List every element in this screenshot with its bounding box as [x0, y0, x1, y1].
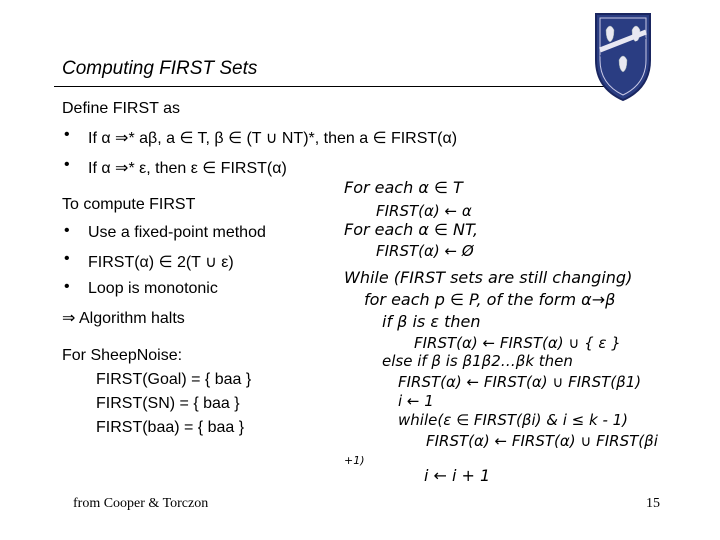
compute-bullet-2: FIRST(α) ∈ 2(T ∪ ε)	[88, 254, 234, 271]
compute-conclusion: ⇒ Algorithm halts	[62, 310, 185, 327]
bullet-dot: •	[64, 156, 70, 173]
definition-bullet-2: If α ⇒* ε, then ε ∈ FIRST(α)	[88, 160, 287, 177]
footer-attribution: from Cooper & Torczon	[73, 496, 209, 511]
title-divider	[54, 86, 609, 87]
compute-heading: To compute FIRST	[62, 196, 196, 213]
algo-line-9: else if β is β1β2…βk then	[382, 352, 573, 370]
compute-bullet-1: Use a fixed-point method	[88, 224, 266, 241]
example-line-2: FIRST(SN) = { baa }	[96, 395, 240, 412]
example-heading: For SheepNoise:	[62, 347, 183, 364]
example-line-3: FIRST(baa) = { baa }	[96, 419, 245, 436]
bullet-dot: •	[64, 250, 70, 267]
algo-line-4: FIRST(α) ← Ø	[376, 242, 474, 260]
example-line-1: FIRST(Goal) = { baa }	[96, 371, 252, 388]
algo-line-7: if β is ε then	[382, 312, 481, 331]
compute-bullet-3: Loop is monotonic	[88, 280, 218, 297]
bullet-dot: •	[64, 126, 70, 143]
bullet-dot: •	[64, 222, 70, 239]
algo-line-12: while(ε ∈ FIRST(βi) & i ≤ k - 1)	[398, 411, 629, 429]
algo-line-1: For each α ∈ T	[344, 178, 463, 197]
algo-line-11: i ← 1	[398, 392, 434, 410]
page-number: 15	[646, 496, 660, 511]
bullet-dot: •	[64, 278, 70, 295]
algo-line-8: FIRST(α) ← FIRST(α) ∪ { ε }	[414, 334, 621, 352]
algo-line-6: for each p ∈ P, of the form α→β	[364, 290, 616, 309]
algo-line-2: FIRST(α) ← α	[376, 202, 472, 220]
algo-line-10: FIRST(α) ← FIRST(α) ∪ FIRST(β1)	[398, 373, 642, 391]
definition-bullet-1: If α ⇒* aβ, a ∈ T, β ∈ (T ∪ NT)*, then a ∈ FIRST(α)	[88, 130, 458, 147]
algo-line-14: +1)	[344, 454, 365, 467]
algo-line-13: FIRST(α) ← FIRST(α) ∪ FIRST(βi	[426, 432, 658, 450]
algo-line-3: For each α ∈ NT,	[344, 220, 478, 239]
algo-line-15: i ← i + 1	[424, 466, 491, 485]
definition-heading: Define FIRST as	[62, 100, 180, 117]
slide-title: Computing FIRST Sets	[62, 58, 258, 79]
shield-crest-logo	[592, 10, 654, 104]
algo-line-5: While (FIRST sets are still changing)	[344, 268, 633, 287]
